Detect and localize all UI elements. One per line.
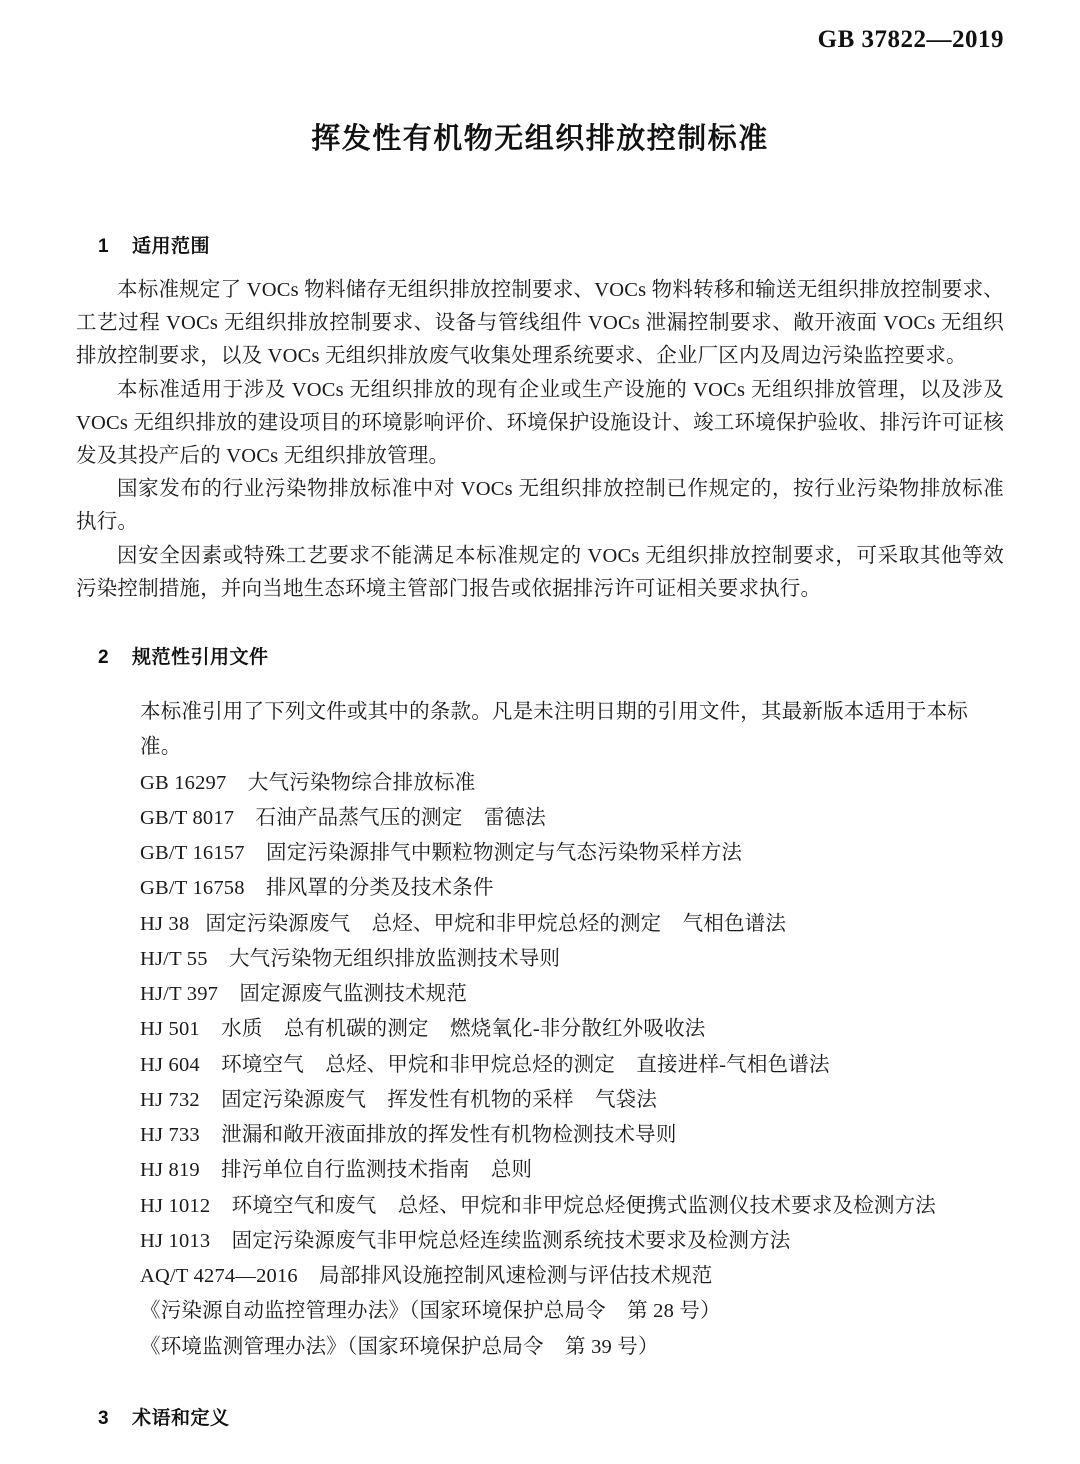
list-item: HJ 1012 环境空气和废气 总烃、甲烷和非甲烷总烃便携式监测仪技术要求及检测方法 [140,1194,937,1217]
list-item: HJ/T 397 固定源废气监测技术规范 [140,983,468,1006]
section-1-heading [98,231,1004,258]
paragraph: 因安全因素或特殊工艺要求不能满足本标准规定的 VOCs 无组织排放控制要求，可采取其他等效污染控制措施，并向当地生态环境主管部门报告或依据排污许可证相关要求执行。 [76,544,1004,600]
section-3-title: 术语和定义 [132,1407,230,1429]
list-item: GB/T 16157 固定污染源排气中颗粒物测定与气态污染物采样方法 [140,842,743,865]
section-1-title: 适用范围 [132,236,211,257]
section-1-body [76,274,1004,606]
list-item: HJ 604 环境空气 总烃、甲烷和非甲烷总烃的测定 直接进样-气相色谱法 [140,1053,830,1076]
list-item: HJ 501 水质 总有机碳的测定 燃烧氧化-非分散红外吸收法 [140,1018,706,1041]
section-3-heading [98,1403,1004,1430]
paragraph: 本标准适用于涉及 VOCs 无组织排放的现有企业或生产设施的 VOCs 无组织排放管理，以及涉及 VOCs 无组织排放的建设项目的环境影响评价、环境保护设施设计、竣工环境保护验收、排污许可证核发及其投产后的 VOCs 无组织排放管理。 [76,378,1004,468]
list-item: AQ/T 4274—2016 局部排风设施控制风速检测与评估技术规范 [140,1265,713,1288]
page-header-standard-code: GB 37822—2019 [817,26,1004,53]
list-item: HJ 38 固定污染源废气 总烃、甲烷和非甲烷总烃的测定 气相色谱法 [140,912,787,935]
section-3 [76,1403,1004,1430]
section-2-number: 2 [98,647,110,669]
document-title: 挥发性有机物无组织排放控制标准 [311,123,769,155]
section-2-lead-text: 本标准引用了下列文件或其中的条款。凡是未注明日期的引用文件，其最新版本适用于本标准。 [140,701,968,759]
list-item: GB 16297 大气污染物综合排放标准 [140,771,476,794]
paragraph: 国家发布的行业污染物排放标准中对 VOCs 无组织排放控制已作规定的，按行业污染物排放标准执行。 [76,478,1004,534]
list-item: HJ 819 排污单位自行监测技术指南 总则 [140,1159,533,1182]
normative-reference-list [76,766,1004,1365]
paragraph: 本标准规定了 VOCs 物料储存无组织排放控制要求、VOCs 物料转移和输送无组织排放控制要求、工艺过程 VOCs 无组织排放控制要求、设备与管线组件 VOCs 泄漏控制要求、敞开液面 VOCs 无组织排放控制要求，以及 VOCs 无组织排放废气收集处理系统要求、企业厂区内及周边污染监控要求。 [76,279,1004,368]
section-1-number: 1 [98,236,110,257]
section-2-heading [98,642,1004,669]
section-2-title: 规范性引用文件 [132,647,269,669]
list-item: HJ/T 55 大气污染物无组织排放监测技术导则 [140,947,561,970]
list-item: HJ 733 泄漏和敞开液面排放的挥发性有机物检测技术导则 [140,1124,677,1147]
list-item: HJ 1013 固定污染源废气非甲烷总烃连续监测系统技术要求及检测方法 [140,1229,791,1252]
list-item: 《污染源自动监控管理办法》（国家环境保护总局令 第 28 号） [140,1300,721,1323]
section-2 [76,642,1004,1365]
section-3-partial-line [204,1450,1004,1464]
list-item: GB/T 8017 石油产品蒸气压的测定 雷德法 [140,806,546,829]
list-item: 《环境监测管理办法》（国家环境保护总局令 第 39 号） [140,1335,659,1358]
list-item: GB/T 16758 排风罩的分类及技术条件 [140,877,494,900]
list-item: HJ 732 固定污染源废气 挥发性有机物的采样 气袋法 [140,1088,658,1111]
section-3-number: 3 [98,1407,110,1429]
section-1 [76,231,1004,606]
